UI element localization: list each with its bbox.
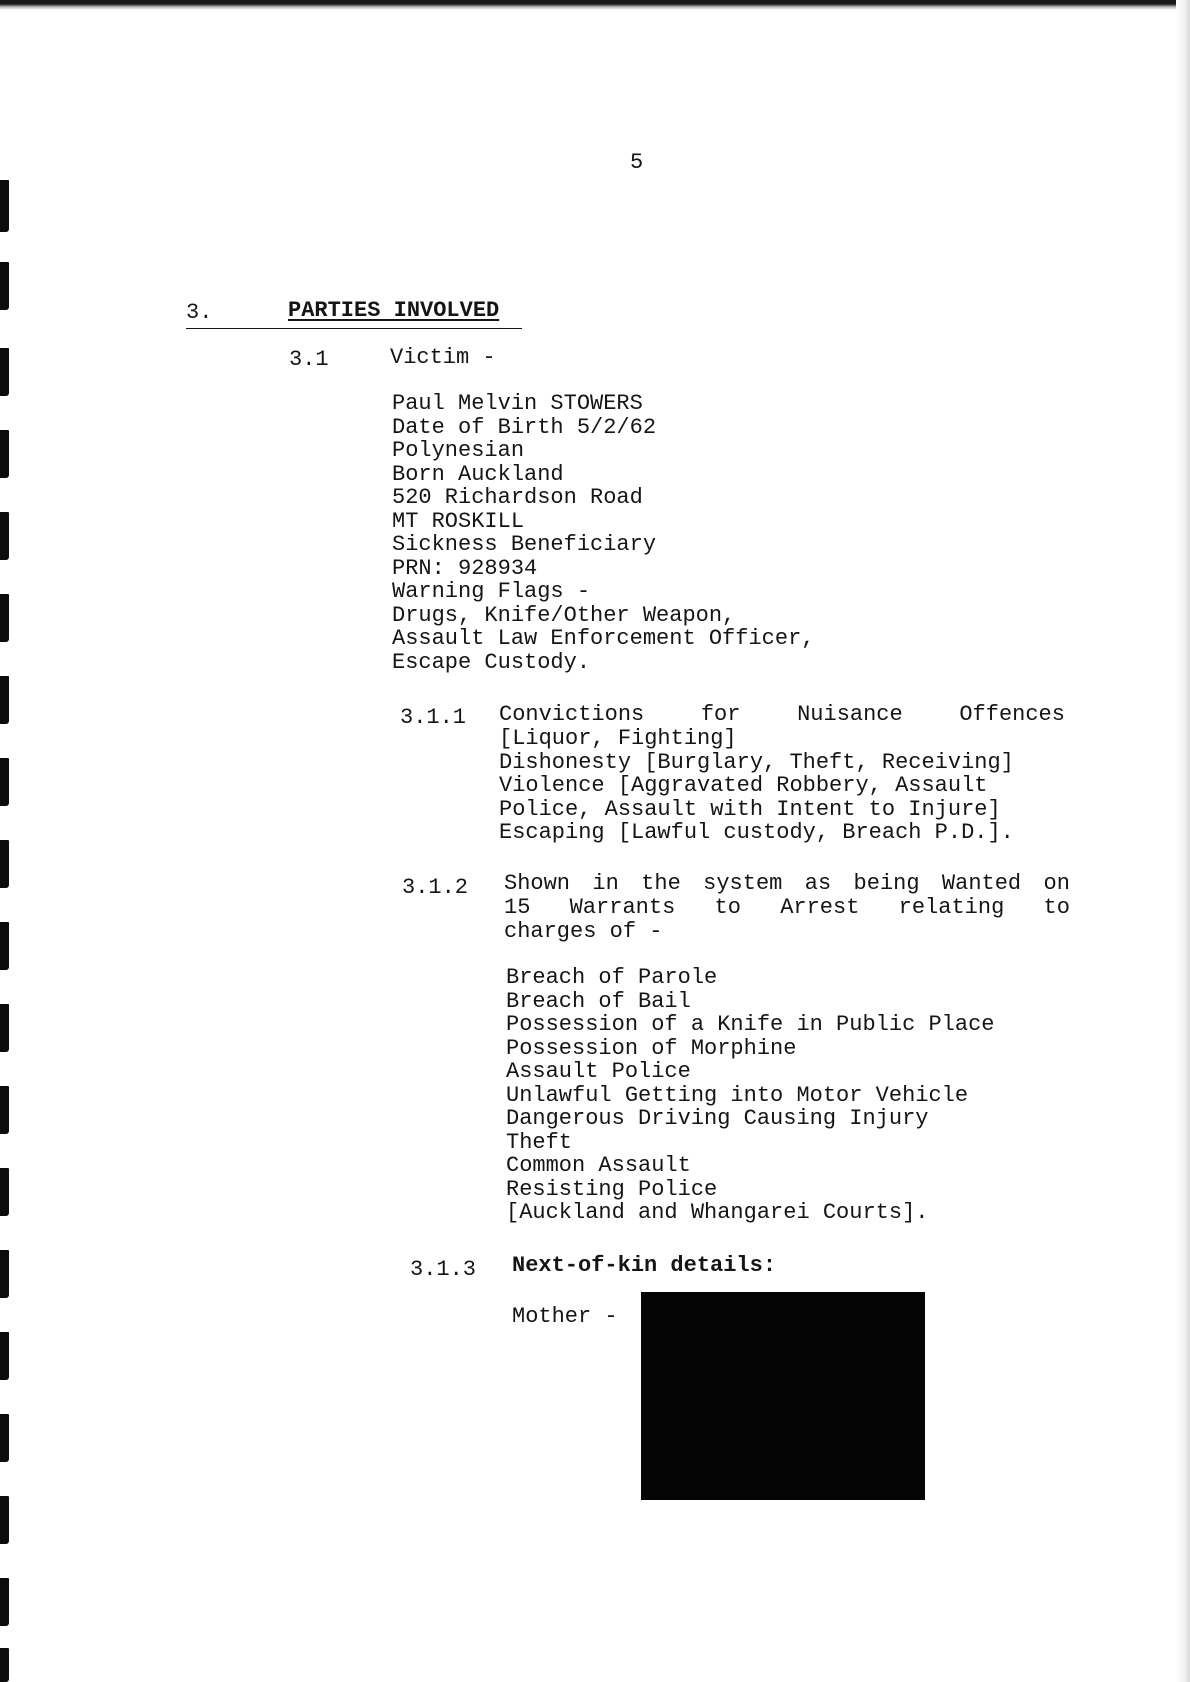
binding-hole <box>0 1004 9 1052</box>
binding-hole <box>0 1332 9 1380</box>
redaction-block <box>641 1292 925 1500</box>
binding-hole <box>0 430 9 478</box>
charge-item: Breach of Parole <box>506 965 718 990</box>
subsection-label: Victim - <box>390 345 496 370</box>
item-312-word: to <box>1043 895 1070 920</box>
binding-hole <box>0 262 9 310</box>
binding-hole <box>0 1086 9 1134</box>
item-312-line-1 <box>504 872 1070 896</box>
item-312-text <box>504 872 1070 944</box>
item-312-word: as <box>804 871 832 896</box>
binding-hole <box>0 676 9 724</box>
charge-item: Dangerous Driving Causing Injury <box>506 1106 929 1131</box>
victim-name: Paul Melvin STOWERS <box>392 391 643 416</box>
binding-hole <box>0 1168 9 1216</box>
binding-hole <box>0 1250 9 1298</box>
item-311-word: Offences <box>959 702 1065 727</box>
charge-item: Unlawful Getting into Motor Vehicle <box>506 1082 969 1108</box>
item-312-line-3: charges of - <box>504 919 663 944</box>
charge-item: Breach of Bail <box>506 988 691 1014</box>
binding-hole <box>0 1648 9 1682</box>
subsection-number: 3.1 <box>289 347 329 372</box>
warning-flag-line: Assault Law Enforcement Officer, <box>392 626 815 651</box>
warning-flags-heading: Warning Flags - <box>392 579 591 604</box>
item-312-word: being <box>853 871 920 896</box>
page-top-edge <box>0 0 1190 10</box>
item-311-line: Dishonesty [Burglary, Theft, Receiving] <box>499 749 1014 775</box>
binding-hole <box>0 1578 9 1626</box>
item-312-word: on <box>1043 871 1070 896</box>
victim-address: 520 Richardson Road <box>392 485 643 510</box>
binding-hole <box>0 512 9 560</box>
item-312-word: in <box>592 871 619 896</box>
mother-label: Mother - <box>512 1304 618 1329</box>
item-311-text <box>499 703 1065 845</box>
charge-item: Common Assault <box>506 1153 691 1178</box>
item-311-line: [Liquor, Fighting] <box>499 726 737 751</box>
charge-item: Possession of Morphine <box>506 1035 797 1061</box>
item-312-number: 3.1.2 <box>402 875 469 900</box>
binding-hole <box>0 594 9 642</box>
binding-hole <box>0 1414 9 1462</box>
warning-flag-line: Drugs, Knife/Other Weapon, <box>392 602 736 628</box>
warning-flag-line: Escape Custody. <box>392 649 591 675</box>
charge-item: Resisting Police <box>506 1176 718 1202</box>
item-311-line: Police, Assault with Intent to Injure] <box>499 796 1001 822</box>
binding-hole <box>0 922 9 970</box>
item-311-line: Violence [Aggravated Robbery, Assault <box>499 773 988 798</box>
item-312-word: to <box>714 895 741 920</box>
item-311-first-line <box>499 703 1065 727</box>
item-312-line-2 <box>504 896 1070 920</box>
binding-holes <box>0 0 12 1682</box>
item-311-word: for <box>700 702 741 727</box>
item-312-word: Shown <box>504 871 571 896</box>
page-right-edge <box>1176 0 1190 1682</box>
victim-birthplace: Born Auckland <box>392 461 564 487</box>
victim-details <box>392 392 814 674</box>
charge-item: Theft <box>506 1129 573 1155</box>
item-312-word: Wanted <box>941 871 1022 896</box>
charge-item: Assault Police <box>506 1059 691 1084</box>
next-of-kin-heading: Next-of-kin details: <box>512 1253 777 1278</box>
item-312-word: Arrest <box>780 895 860 920</box>
victim-occupation: Sickness Beneficiary <box>392 532 657 557</box>
binding-hole <box>0 840 9 888</box>
binding-hole <box>0 758 9 806</box>
item-311-word: Convictions <box>499 702 645 727</box>
binding-hole <box>0 180 9 232</box>
binding-hole <box>0 1496 9 1544</box>
item-312-word: 15 <box>504 895 531 920</box>
item-312-word: relating <box>898 895 1005 920</box>
victim-dob: Date of Birth 5/2/62 <box>392 414 657 440</box>
item-312-word: Warrants <box>569 895 676 920</box>
item-311-word: Nuisance <box>797 702 903 727</box>
item-312-word: system <box>703 871 783 896</box>
binding-hole <box>0 348 9 396</box>
charge-item: [Auckland and Whangarei Courts]. <box>506 1200 929 1225</box>
section-heading <box>186 298 522 329</box>
page-number: 5 <box>630 150 644 175</box>
item-312-word: the <box>641 871 681 896</box>
item-313-number: 3.1.3 <box>410 1257 477 1282</box>
section-title: PARTIES INVOLVED <box>288 298 500 323</box>
charge-item: Possession of a Knife in Public Place <box>506 1012 995 1037</box>
charges-list <box>506 966 994 1225</box>
section-number: 3. <box>186 300 213 325</box>
victim-ethnicity: Polynesian <box>392 438 525 463</box>
victim-suburb: MT ROSKILL <box>392 508 525 534</box>
item-311-line: Escaping [Lawful custody, Breach P.D.]. <box>499 820 1014 845</box>
item-311-number: 3.1.1 <box>400 705 467 730</box>
victim-prn: PRN: 928934 <box>392 555 538 581</box>
